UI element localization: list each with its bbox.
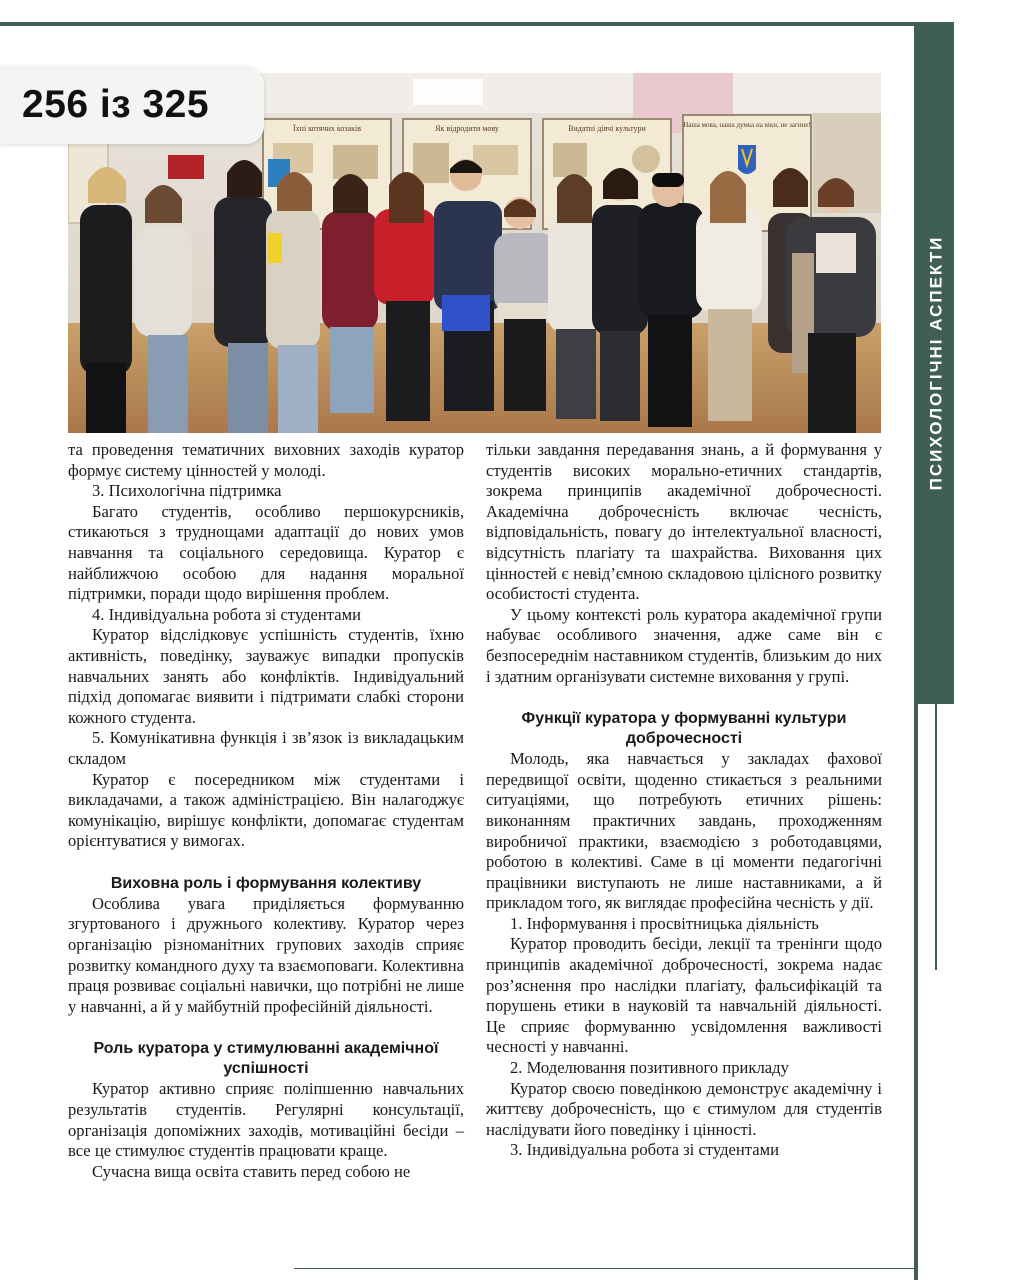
paragraph: Багато студентів, особливо першокурсників, стикаються з труднощами адаптації до нових умов навчання та соціального середовища. Куратор є найближчою особою для надання моральної підтримки, поради щодо вирішення проблем. (68, 501, 464, 604)
poster-2-title: Як відродити мову (435, 124, 499, 133)
list-item-title: 5. Комунікативна функція і зв’язок із викладацьким складом (68, 728, 464, 768)
paragraph: Куратор є посередником між студентами і викладачами, а також адміністрацією. Він налагоджує комунікацію, вирішує конфлікти, допомагає студентам орієнтуватися у вимогах. (68, 769, 464, 851)
list-item-title: 2. Моделювання позитивного прикладу (510, 1058, 789, 1078)
paragraph: Куратор відслідковує успішність студентів, їхню активність, поведінку, зауважує випадки пропусків навчальних занять або конфліктів. Індивідуальний підхід допомагає виявити і підтримати слабкі сторони кожного студента. (68, 625, 464, 727)
side-divider (935, 704, 937, 970)
poster-3-title: Видатні діячі культури (568, 124, 646, 133)
list-item-title: 4. Індивідуальна робота зі студентами (92, 604, 361, 624)
top-frame-line (0, 22, 918, 26)
poster-1-title: Їхні котячих козаків (293, 124, 361, 133)
section-heading: Роль куратора у стимулюванні академічної успішності (93, 1040, 439, 1078)
paragraph: Куратор своєю поведінкою демонструє академічну і життєву доброчесність, що є стимулом для студентів наслідувати його поведінку і цінності. (486, 1078, 882, 1139)
section-heading: Виховна роль і формування колективу (110, 874, 422, 892)
section-tab-label: ПСИХОЛОГІЧНІ АСПЕКТИ (926, 235, 945, 491)
paragraph: Молодь, яка навчається у закладах фахової передвищої освіти, щоденно стикається з реальними ситуаціями, що потребують етичних рішень: виконанням практичних завдань, проходженням виробничої практики, взаємодією з роботодавцями, роботою в колективі. Саме в ці моменти педагогічні працівники виступають не лише наставниками, а й прикладом того, як виглядає професійна чесність у дії. (486, 749, 882, 913)
page-counter-badge (0, 66, 264, 144)
paragraph: та проведення тематичних виховних заходів куратор формує систему цінностей у молоді. (68, 440, 464, 480)
section-heading: Функції куратора у формуванні культури доброчесності (521, 710, 847, 748)
bottom-divider (294, 1268, 914, 1269)
paragraph: тільки завдання передавання знань, а й формування у студентів високих морально-етичних стандартів, зокрема принципів академічної доброчесності. Академічна доброчесність включає чесність, відповідальність, повагу до інтелектуальної власності, відсутність плагіату та шахрайства. Виховання цих цінностей є невід’ємною складовою цілісного розвитку особистості студента. (486, 440, 882, 604)
list-item-title: 1. Інформування і просвітницька діяльність (510, 913, 819, 933)
paragraph: Куратор активно сприяє поліпшенню навчальних результатів студентів. Регулярні консультації, організація допоміжних заходів, мотиваційні бесіди – все це стимулює студентів працювати краще. (68, 1079, 464, 1161)
list-item-title: 3. Індивідуальна робота зі студентами (510, 1140, 779, 1160)
paragraph: У цьому контексті роль куратора академічної групи набуває особливого значення, адже саме він є безпосереднім наставником студентів, близьким до них і здатним організувати системне виховання у групі. (486, 604, 882, 686)
paragraph: Сучасна вища освіта ставить перед собою не (92, 1161, 411, 1181)
list-item-title: 3. Психологічна підтримка (92, 481, 282, 501)
right-column (486, 440, 882, 1161)
paragraph: Особлива увага приділяється формуванню згуртованого і дружнього колективу. Куратор через організацію різноманітних групових заходів сприяє розвитку командного духу та взаємоповаги. Колективна праця розвиває соціальні навички, що потрібні не лише у навчанні, а й у майбутній професійній діяльності. (68, 893, 464, 1016)
left-column (68, 440, 464, 1182)
paragraph: Куратор проводить бесіди, лекції та тренінги щодо принципів академічної доброчесності, зокрема надає роз’яснення про наслідки плагіату, фальсифікацій та порушень етики в науковій та навчальній діяльності. Це сприяє формуванню усвідомлення важливості чесності у навчанні. (486, 934, 882, 1057)
poster-4-title: Наша мова, наша думка на віки, не загине! (683, 121, 811, 129)
page-counter: 256 із 325 (22, 83, 210, 126)
